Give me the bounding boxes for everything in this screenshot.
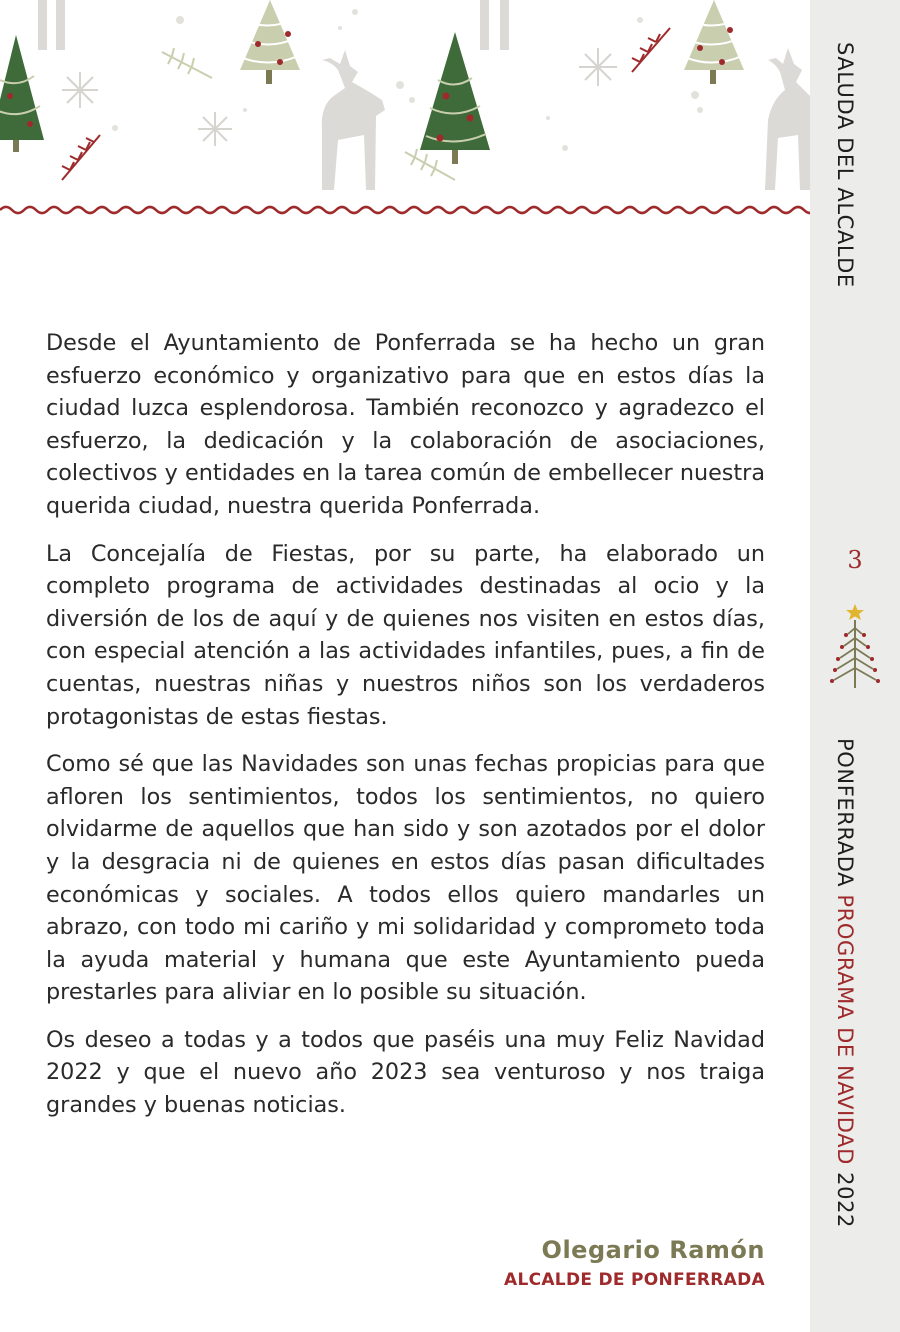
page-number: 3	[847, 546, 863, 574]
publication-year: 2022	[833, 1172, 857, 1228]
christmas-tree-icon	[684, 0, 744, 84]
section-title: SALUDA DEL ALCALDE	[833, 42, 857, 288]
body-paragraph: Desde el Ayuntamiento de Ponferrada se ha hecho un gran esfuerzo económico y organizativo para que en estos días la ciudad luzca esplendorosa. También reconozco y agradezco el esfuerzo, la dedicación y la colaboración de asociaciones, colectivos y entidades en la tarea común de embellecer nuestra querida ciudad, nuestra querida Ponferrada.	[46, 330, 765, 519]
christmas-tree-icon	[0, 35, 44, 152]
sidebar	[810, 0, 900, 1332]
publication-prefix: PONFERRADA	[833, 738, 857, 888]
body-paragraph: Como sé que las Navidades son unas fechas propicias para que afloren los sentimientos, todos los sentimientos, no quiero olvidarme de aquellos que han sido y son azotados por el dolor y la desgracia ni de quienes en estos días pasan dificultades económicas y sociales. A todos ellos quiero mandarles un abrazo, con todo mi cariño y mi solidaridad y comprometo toda la ayuda material y humana que este Ayuntamiento pueda prestarles para aliviar en lo posible su situación.	[46, 751, 765, 1006]
signature-role: ALCALDE DE PONFERRADA	[503, 1270, 765, 1290]
letter-body	[46, 327, 765, 1137]
wavy-divider	[0, 207, 810, 213]
signature-block	[504, 1236, 765, 1290]
publication-name: PROGRAMA DE NAVIDAD	[833, 894, 857, 1165]
christmas-tree-icon	[420, 32, 490, 164]
christmas-tree-icon	[828, 602, 882, 692]
body-paragraph: La Concejalía de Fiestas, por su parte, ha elaborado un completo programa de actividades destinadas al ocio y la diversión de los de aquí y de quienes nos visiten en estos días, con especial atención a las actividades infantiles, pues, a fin de cuentas, nuestras niñas y nuestros niños son los verdaderos protagonistas de estas fiestas.	[46, 540, 765, 730]
deer-icon	[322, 50, 385, 190]
christmas-tree-icon	[240, 0, 300, 84]
branch-icon	[162, 48, 455, 180]
body-paragraph: Os deseo a todas y a todos que paséis una muy Feliz Navidad 2022 y que el nuevo año 2023 sea venturoso y nos traiga grandes y buenas noticias.	[46, 1026, 765, 1119]
deer-icon	[765, 48, 810, 190]
header-christmas-illustration	[0, 0, 810, 225]
publication-title	[834, 738, 855, 1228]
signature-name: Olegario Ramón	[541, 1236, 765, 1264]
